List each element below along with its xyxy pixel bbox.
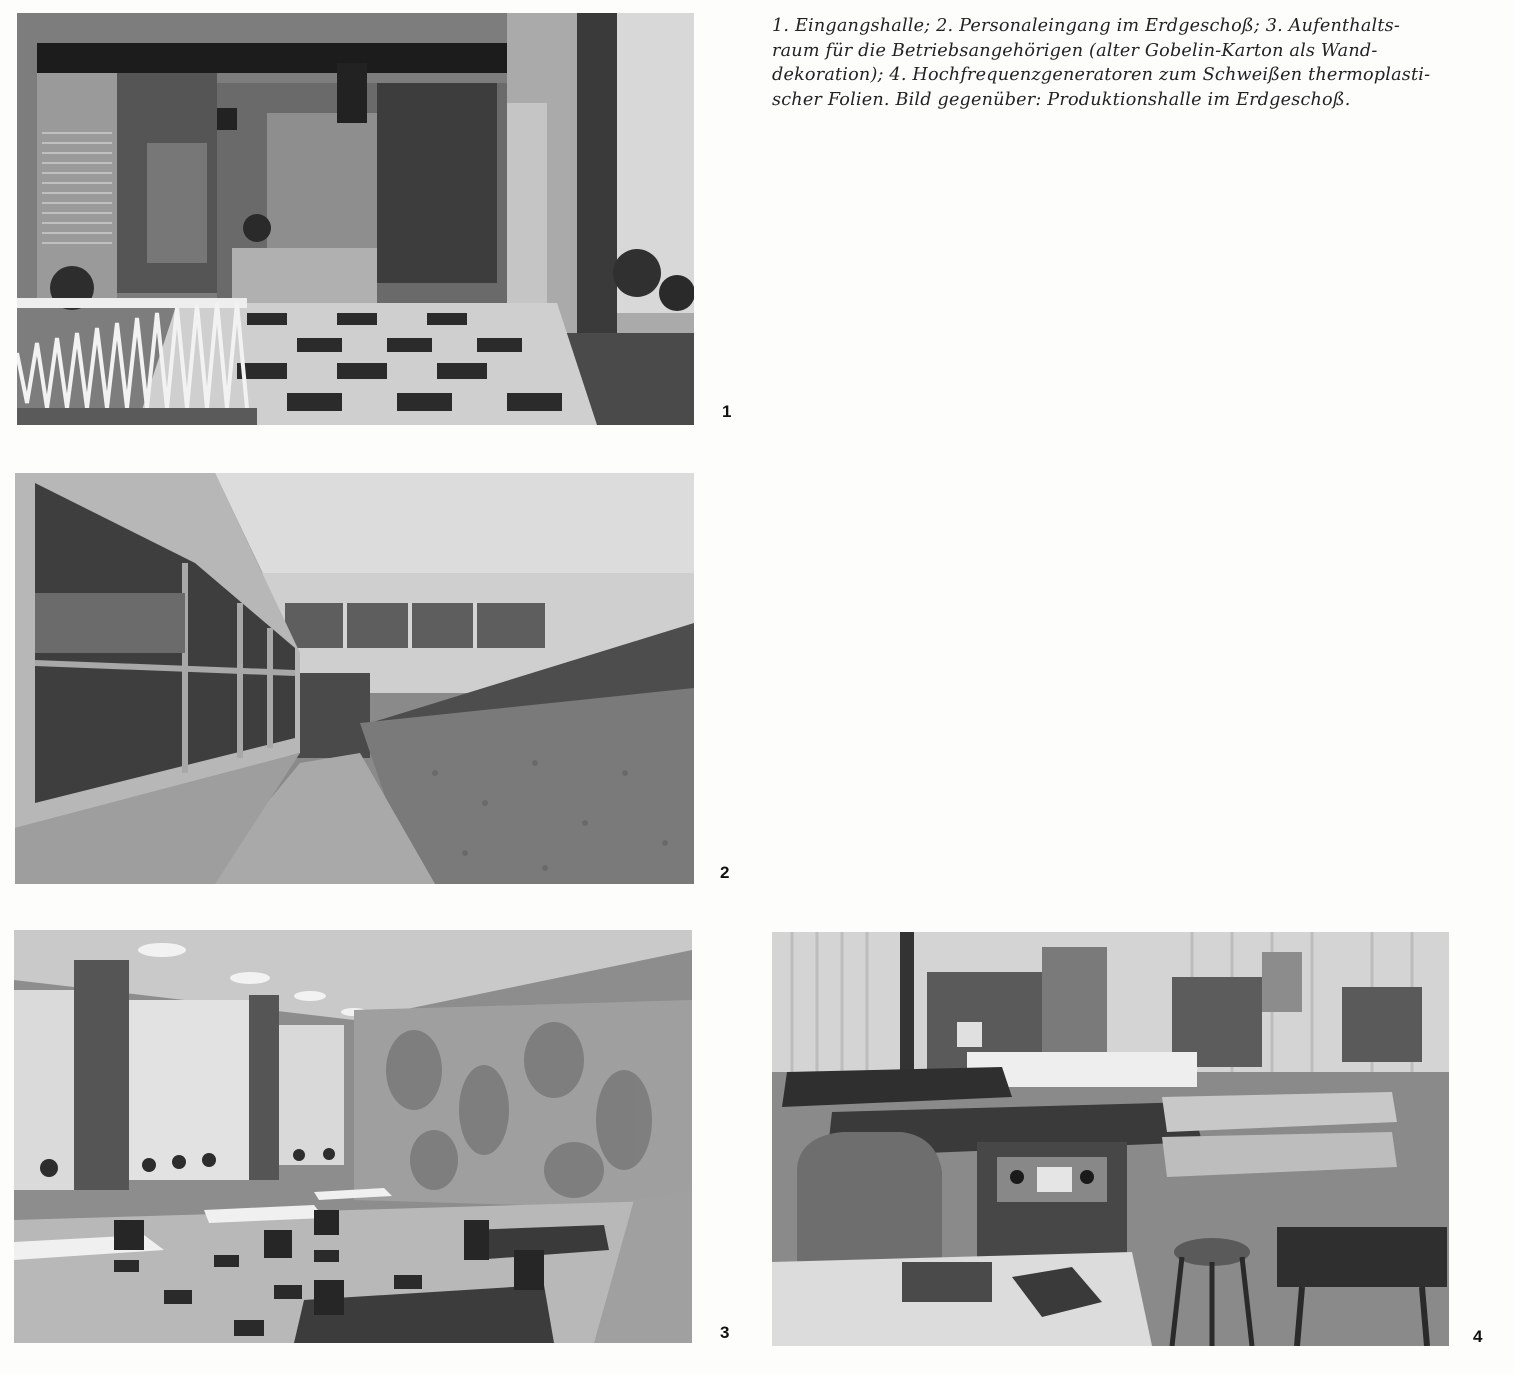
photo-entrance-hall (17, 13, 694, 425)
photo-entrance-hall-image (17, 13, 694, 425)
caption-line: scher Folien. Bild gegenüber: Produktionshalle im Erdgeschoß. (772, 89, 1351, 110)
figure-number: 1 (722, 402, 732, 421)
photo-staff-entrance (15, 473, 694, 884)
caption-line: dekoration); 4. Hochfrequenzgeneratoren zum Schweißen thermoplasti- (772, 65, 1431, 85)
photo-hf-generators (772, 932, 1449, 1346)
photo-hf-generators-image (772, 932, 1449, 1346)
figure-number: 3 (720, 1323, 730, 1342)
photo-staff-lounge (14, 930, 692, 1343)
photo-staff-entrance-image (15, 473, 694, 884)
caption-line: 1. Eingangshalle; 2. Personaleingang im Erdgeschoß; 3. Aufenthalts- (772, 16, 1400, 36)
caption-line: raum für die Betriebsangehörigen (alter Gobelin-Karton als Wand- (772, 40, 1378, 61)
figure-number: 4 (1473, 1327, 1483, 1346)
photo-staff-lounge-image (14, 930, 692, 1343)
photo-caption (772, 14, 1454, 112)
figure-number: 2 (720, 863, 730, 882)
